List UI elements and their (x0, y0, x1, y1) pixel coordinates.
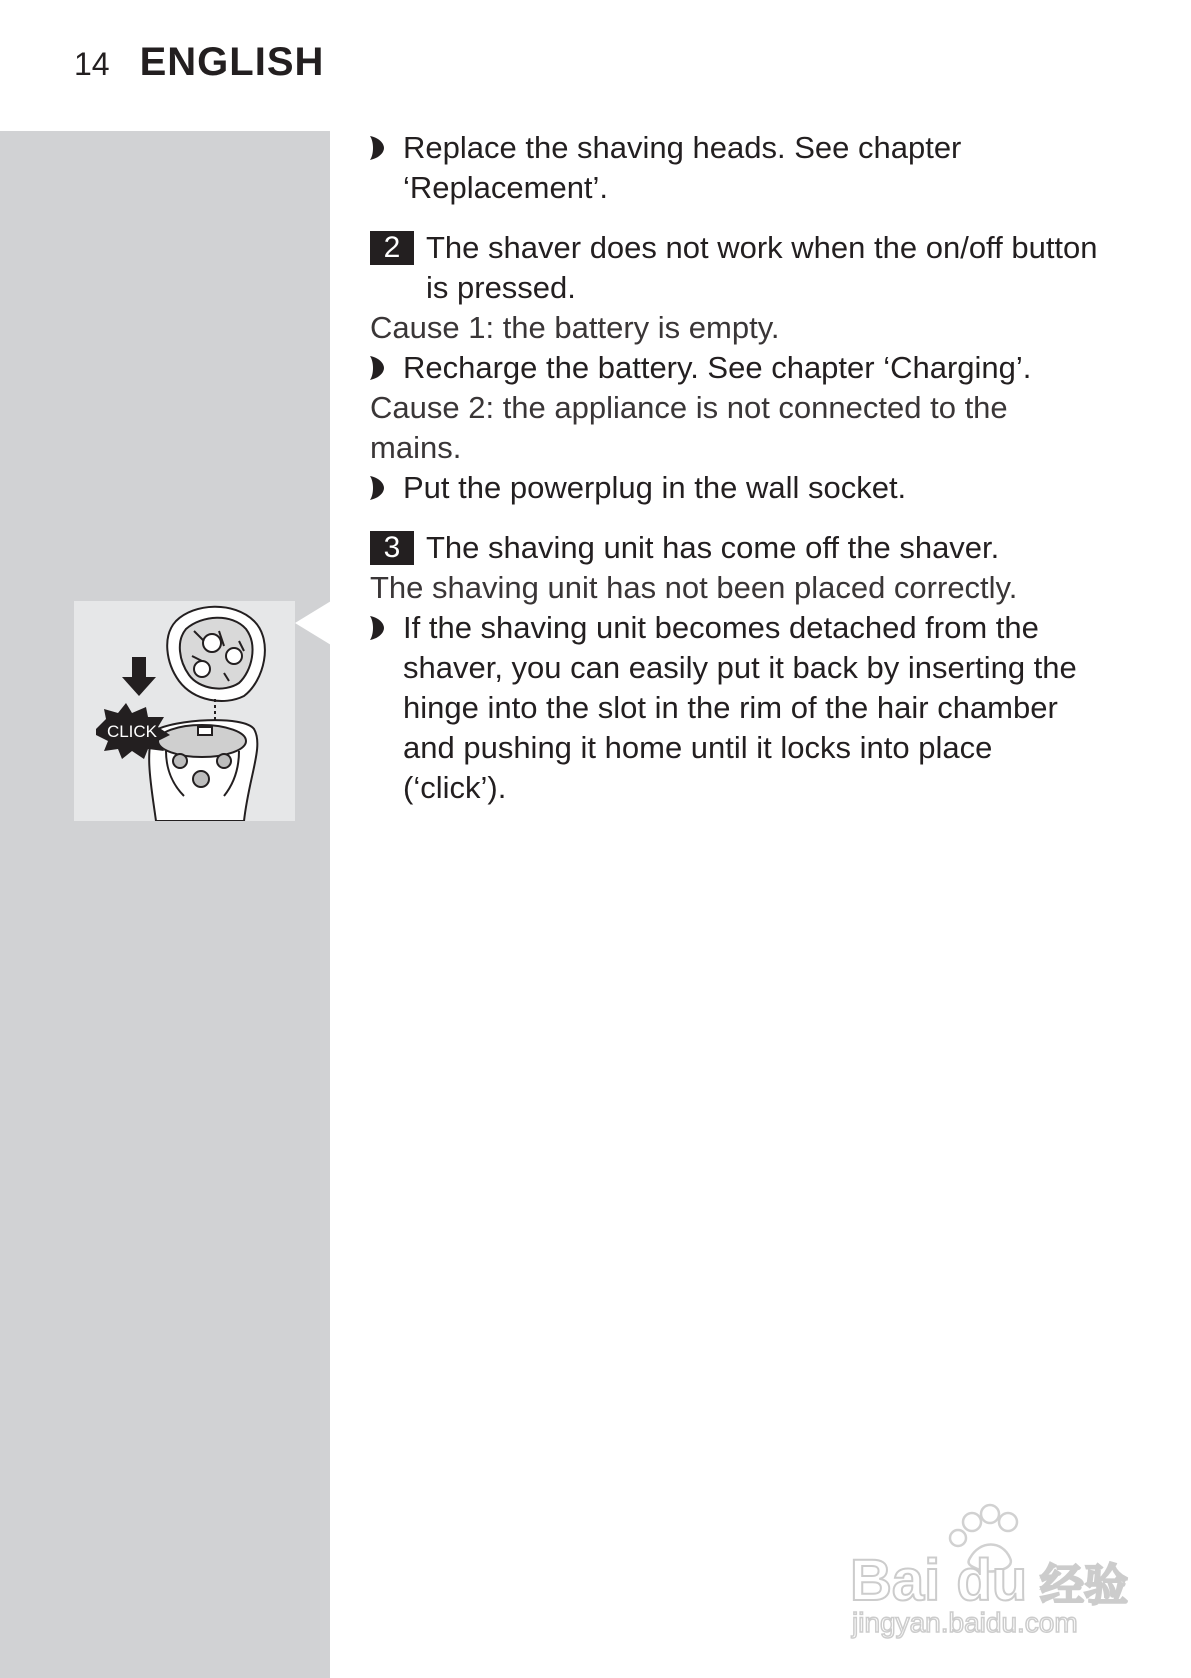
cause-2-text: Cause 2: the appliance is not connected to the mains. (370, 390, 1008, 465)
list-item (370, 468, 1100, 508)
problem-3-title: The shaving unit has come off the shaver. (426, 530, 1000, 565)
page-header (74, 40, 324, 92)
recharge-text: Recharge the battery. See chapter ‘Charging’. (403, 350, 1032, 385)
shaver-drawing (74, 601, 295, 821)
reattach-text: If the shaving unit becomes detached from the shaver, you can easily put it back by inserting the hinge into the slot in the rim of the hair chamber and pushing it home until it locks into place (‘click’). (403, 610, 1077, 805)
problem-number-badge: 3 (370, 531, 414, 565)
problem-2-title: The shaver does not work when the on/off button is pressed. (426, 230, 1098, 305)
sidebar-panel (0, 131, 330, 1678)
shaving-unit-illustration (74, 601, 295, 821)
troubleshooting-content (370, 128, 1100, 808)
callout-pointer (295, 601, 331, 645)
section-title: ENGLISH (139, 40, 325, 84)
problem-2 (370, 228, 1100, 308)
list-item (370, 128, 1100, 208)
baidu-watermark (840, 1500, 1140, 1640)
list-item (370, 608, 1100, 808)
problem-number-badge: 2 (370, 231, 414, 265)
watermark-suffix: 经验 (1040, 1560, 1128, 1611)
problem-3-note: The shaving unit has not been placed correctly. (370, 570, 1018, 605)
watermark-url: jingyan.baidu.com (852, 1607, 1078, 1638)
page-number: 14 (74, 46, 110, 82)
bullet-icon (370, 468, 403, 500)
watermark-brand: Bai du (850, 1548, 1028, 1613)
down-arrow-icon (122, 657, 156, 696)
click-label: CLICK (106, 722, 158, 741)
shaving-unit-icon (167, 607, 265, 701)
cause-1-text: Cause 1: the battery is empty. (370, 310, 780, 345)
list-item (370, 348, 1100, 388)
problem-3 (370, 528, 1100, 568)
powerplug-text: Put the powerplug in the wall socket. (403, 470, 907, 505)
bullet-icon (370, 128, 403, 160)
bullet-icon (370, 348, 403, 380)
replace-heads-text: Replace the shaving heads. See chapter ‘Replacement’. (403, 130, 962, 205)
bullet-icon (370, 608, 403, 640)
